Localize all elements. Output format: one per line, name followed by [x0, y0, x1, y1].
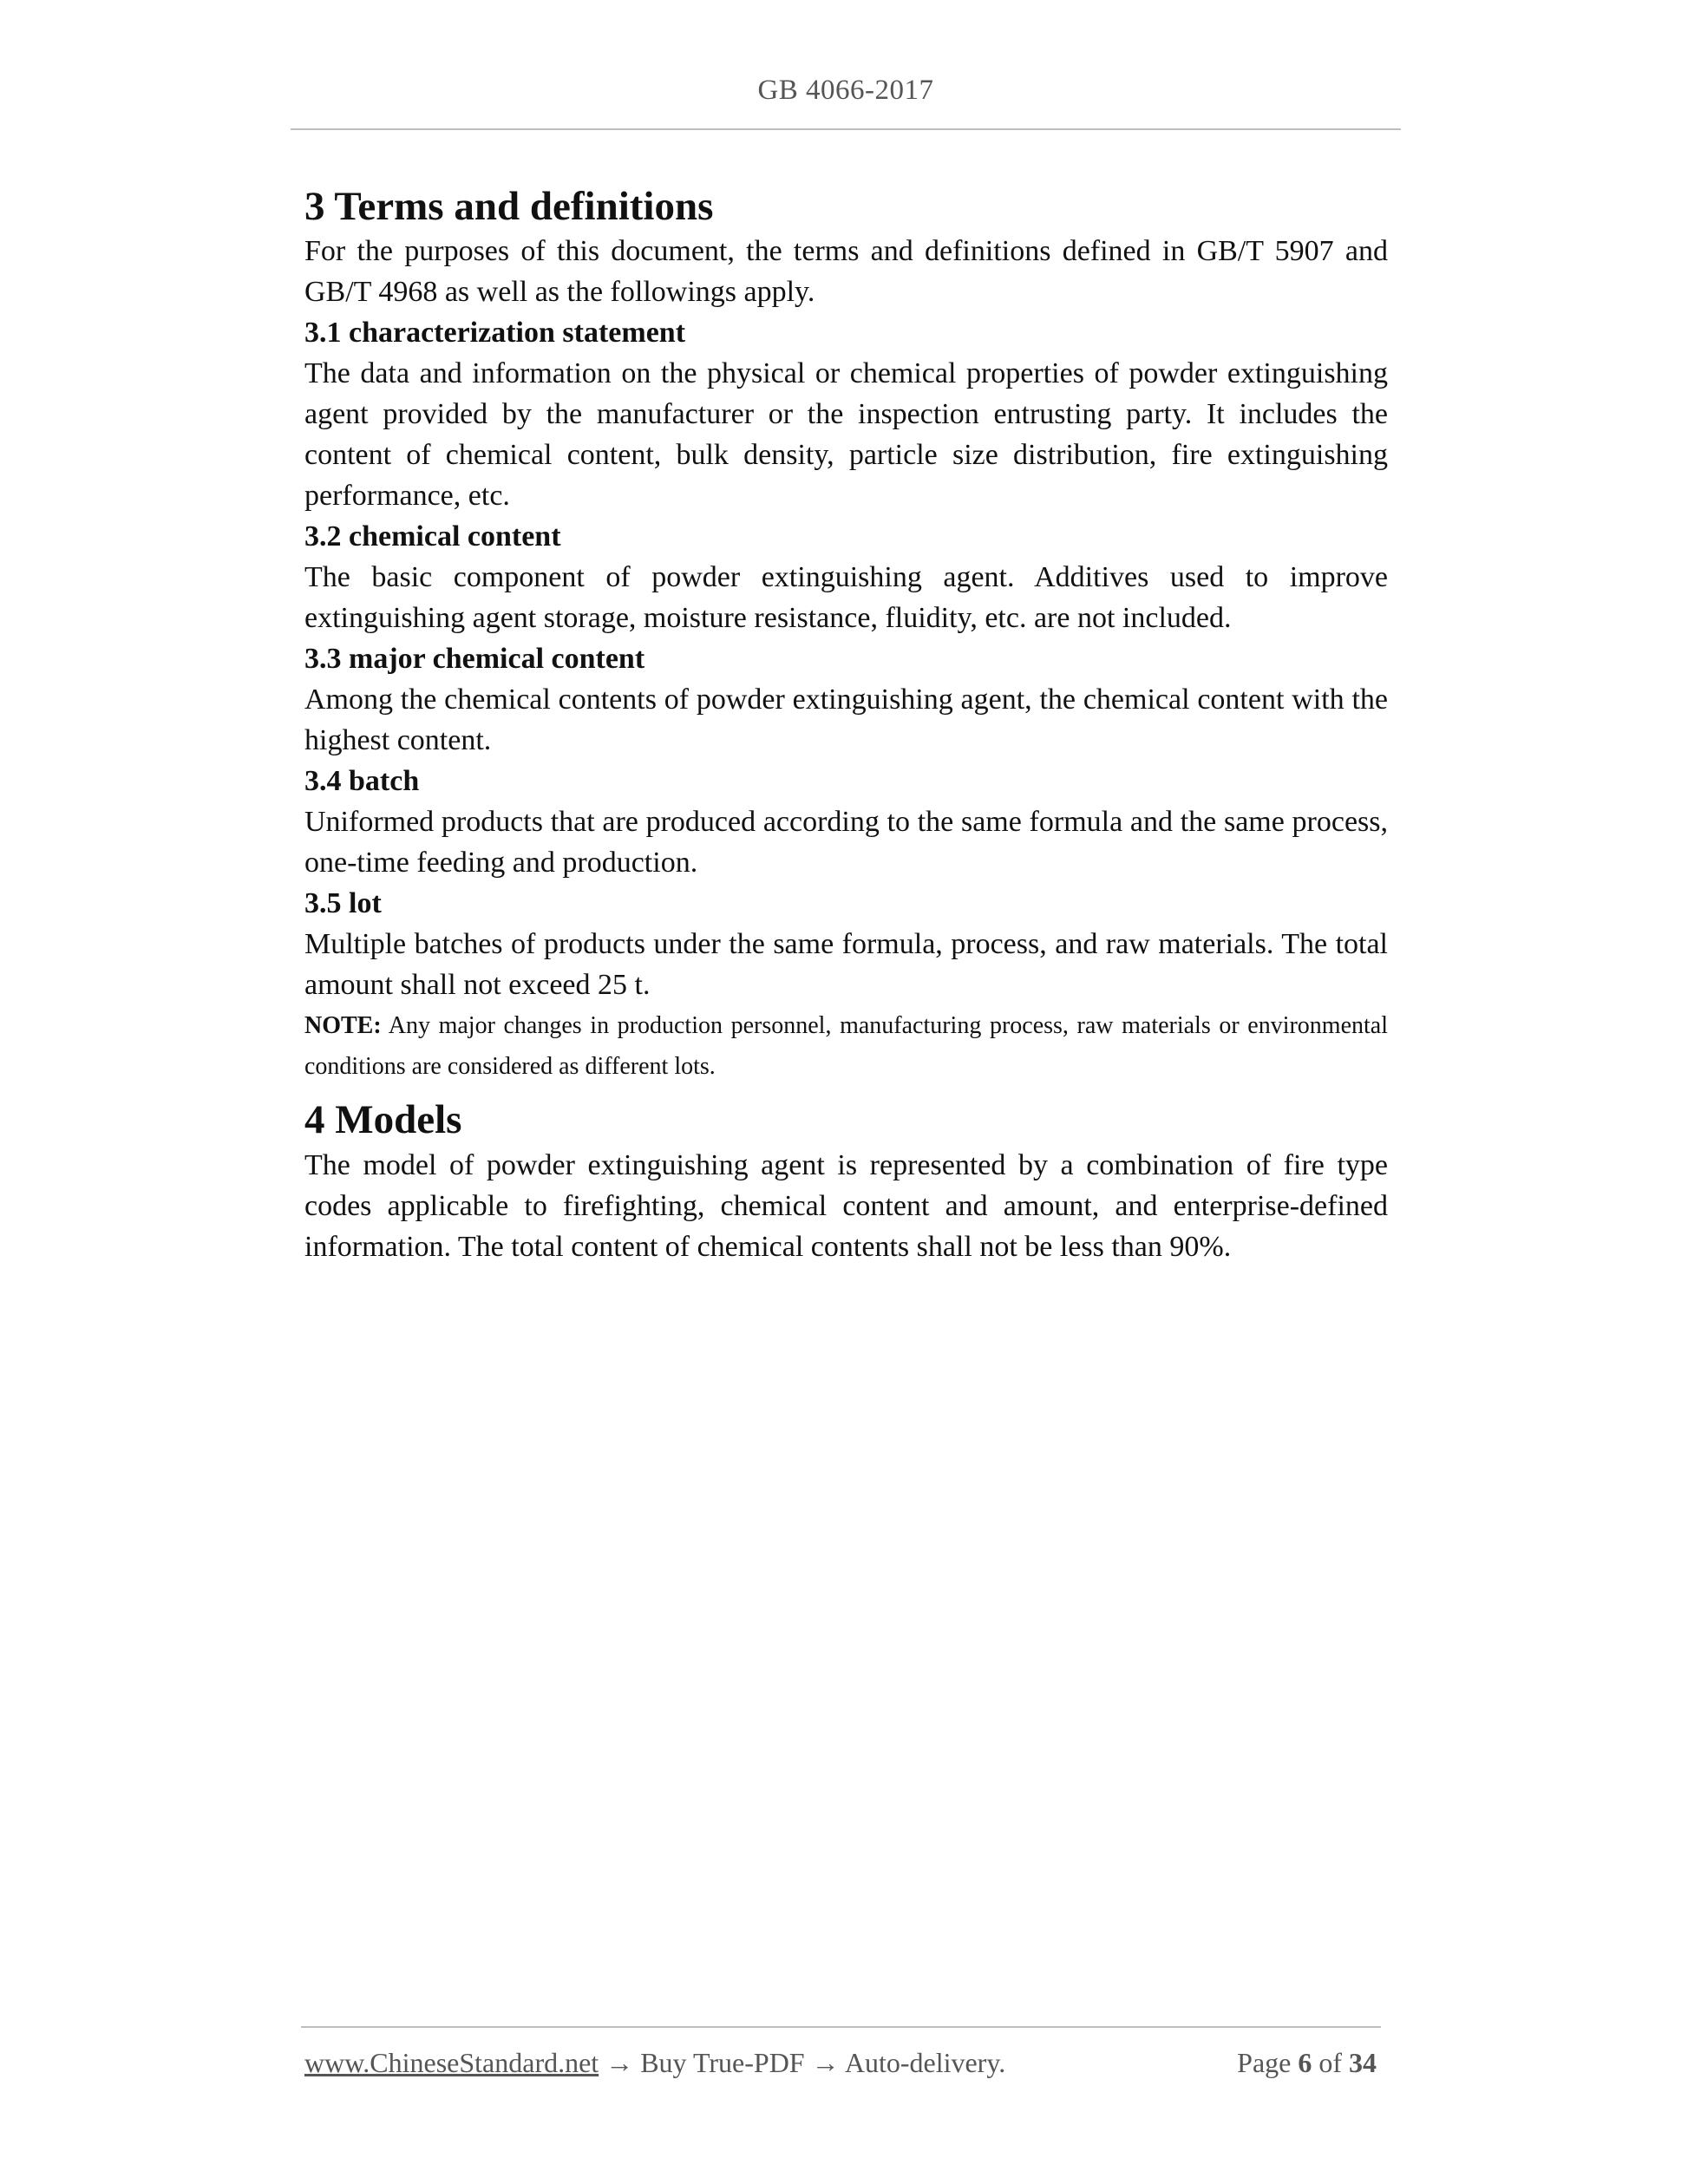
term-3-4-definition: Uniformed products that are produced according to the same formula and the same process, one-time feeding and production.: [304, 806, 1388, 879]
page-of: of: [1312, 2047, 1349, 2078]
term-3-3-heading: 3.3 major chemical content: [304, 643, 645, 676]
note-label: NOTE:: [304, 1012, 382, 1040]
page-number: [1237, 2047, 1377, 2079]
page-current: 6: [1298, 2047, 1312, 2078]
term-3-1-heading: 3.1 characterization statement: [304, 317, 686, 350]
term-3-2-definition: The basic component of powder extinguishing agent. Additives used to improve extinguishing agent storage, moisture resistance, fluidity, etc. are not included.: [304, 561, 1388, 635]
term-3-4-heading: 3.4 batch: [304, 765, 420, 798]
footer-site-link[interactable]: www.ChineseStandard.net: [304, 2047, 599, 2078]
page-total: 34: [1349, 2047, 1377, 2078]
footer-promo-text: → Buy True-PDF → Auto-delivery.: [599, 2047, 1006, 2078]
page-header-standard-id: GB 4066-2017: [757, 75, 934, 106]
section-4-title: 4 Models: [304, 1097, 462, 1143]
header-divider: [291, 128, 1401, 130]
term-3-3-definition: Among the chemical contents of powder extinguishing agent, the chemical content with the highest content.: [304, 683, 1388, 757]
term-3-5-definition: Multiple batches of products under the same formula, process, and raw materials. The total amount shall not exceed 25 t.: [304, 928, 1388, 1002]
section-3-intro: For the purposes of this document, the terms and definitions defined in GB/T 5907 and GB/T 4968 as well as the followings apply.: [304, 235, 1388, 309]
footer-divider: [301, 2026, 1381, 2028]
note-paragraph: [304, 1005, 1388, 1087]
note-text: Any major changes in production personnel, manufacturing process, raw materials or environmental conditions are considered as different lots.: [304, 1012, 1388, 1081]
page-prefix: Page: [1237, 2047, 1299, 2078]
footer-promo: [304, 2047, 1005, 2079]
section-3-title: 3 Terms and definitions: [304, 184, 714, 229]
term-3-1-definition: The data and information on the physical or chemical properties of powder extinguishing agent provided by the manufacturer or the inspection entrusting party. It includes the content of chemical content, bulk density, particle size distribution, fire extinguishing performance, etc.: [304, 357, 1388, 513]
term-3-2-heading: 3.2 chemical content: [304, 520, 561, 553]
term-3-5-heading: 3.5 lot: [304, 887, 382, 920]
page-content: [304, 173, 1388, 1267]
section-4-body: The model of powder extinguishing agent is represented by a combination of fire type codes applicable to firefighting, chemical content and amount, and enterprise-defined information. The total content of chemical contents shall not be less than 90%.: [304, 1148, 1388, 1263]
